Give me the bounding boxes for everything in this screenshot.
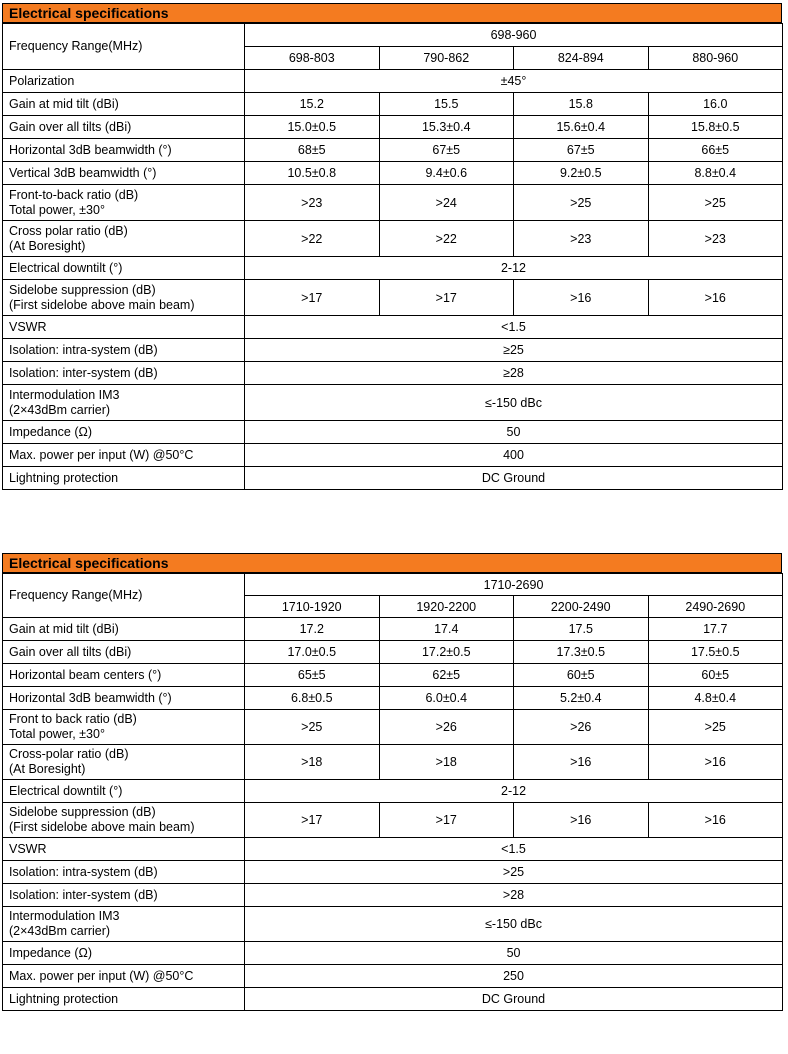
table-row [3,942,783,965]
row-label-line: Front-to-back ratio (dB) [9,187,139,202]
row-label-line: Lightning protection [9,470,119,485]
value-cell: >16 [648,803,783,838]
value-cell: >23 [245,185,380,221]
value-cell: 65±5 [245,664,380,687]
row-label-line: Sidelobe suppression (dB) [9,805,156,819]
spec-table-2 [2,553,782,1011]
row-label-line: Electrical downtilt (°) [9,260,123,275]
row-label-line: Isolation: intra-system (dB) [9,864,158,879]
row-label-line: Intermodulation IM3 [9,909,120,923]
band-cell: 824-894 [514,47,649,70]
value-cell: >17 [245,803,380,838]
row-label-line: Horizontal 3dB beamwidth (°) [9,142,172,157]
section-header: Electrical specifications [2,3,782,23]
row-label [3,803,245,838]
table-row [3,618,783,641]
table-row [3,444,783,467]
value-cell: 17.2 [245,618,380,641]
value-cell-span: >25 [245,861,783,884]
value-cell-span: ≥28 [245,362,783,385]
spec-table-1 [2,3,782,490]
value-cell: >17 [245,280,380,316]
row-label [3,185,245,221]
row-label [3,838,245,861]
table-row [3,988,783,1011]
value-cell: >25 [245,710,380,745]
band-cell: 790-862 [379,47,514,70]
value-cell-span: 2-12 [245,780,783,803]
row-label [3,444,245,467]
table-row [3,93,783,116]
value-cell-span: 2-12 [245,257,783,280]
table-row [3,257,783,280]
table-row [3,664,783,687]
table-row [3,687,783,710]
value-cell: >16 [514,280,649,316]
band-cell: 1920-2200 [379,596,514,618]
row-label [3,362,245,385]
row-label-line: Sidelobe suppression (dB) [9,282,156,297]
value-cell-span: ≤-150 dBc [245,907,783,942]
value-cell: >17 [379,803,514,838]
table-row [3,780,783,803]
row-label [3,641,245,664]
row-label [3,780,245,803]
value-cell: 17.7 [648,618,783,641]
value-cell: 17.3±0.5 [514,641,649,664]
table-row [3,385,783,421]
row-label-line: Horizontal 3dB beamwidth (°) [9,690,172,705]
row-label [3,139,245,162]
band-cell: 698-803 [245,47,380,70]
value-cell: 15.2 [245,93,380,116]
value-cell-span: 50 [245,421,783,444]
band-cell: 1710-1920 [245,596,380,618]
table-row [3,838,783,861]
row-label [3,861,245,884]
value-cell: >24 [379,185,514,221]
row-label-line: VSWR [9,319,47,334]
value-cell: >23 [648,221,783,257]
value-cell: 15.6±0.4 [514,116,649,139]
row-label-line: Impedance (Ω) [9,424,92,439]
table-row [3,339,783,362]
value-cell: 8.8±0.4 [648,162,783,185]
value-cell: >16 [648,280,783,316]
table-row [3,641,783,664]
value-cell: >25 [648,710,783,745]
row-label-line: Impedance (Ω) [9,945,92,960]
row-label-line: Cross-polar ratio (dB) [9,747,129,761]
table-row [3,185,783,221]
value-cell: >16 [514,745,649,780]
band-cell: 2200-2490 [514,596,649,618]
value-cell: 17.4 [379,618,514,641]
table-row [3,965,783,988]
row-label-line: Isolation: inter-system (dB) [9,887,158,902]
row-label-line: (At Boresight) [9,762,86,776]
table-row [3,745,783,780]
value-cell: >22 [245,221,380,257]
value-cell: 6.8±0.5 [245,687,380,710]
row-label-line: (At Boresight) [9,238,86,253]
value-cell-span: 400 [245,444,783,467]
value-cell-span: <1.5 [245,838,783,861]
row-label [3,467,245,490]
table-row [3,116,783,139]
table-row [3,139,783,162]
table-row [3,884,783,907]
row-label [3,316,245,339]
spec-table [2,23,783,490]
band-cell: 2490-2690 [648,596,783,618]
row-label [3,988,245,1011]
value-cell: 17.5±0.5 [648,641,783,664]
table-row [3,280,783,316]
row-label [3,280,245,316]
table-row [3,24,783,47]
row-label-line: Electrical downtilt (°) [9,783,123,798]
row-label-line: Intermodulation IM3 [9,387,120,402]
table-row [3,861,783,884]
row-label [3,162,245,185]
row-label [3,942,245,965]
row-label-line: (2×43dBm carrier) [9,402,111,417]
value-cell: 67±5 [379,139,514,162]
row-label [3,884,245,907]
row-label [3,965,245,988]
value-cell: 68±5 [245,139,380,162]
value-cell: 15.5 [379,93,514,116]
table-row [3,574,783,596]
row-label [3,221,245,257]
row-label-line: Front to back ratio (dB) [9,712,137,726]
value-cell-span: DC Ground [245,988,783,1011]
freq-overall: 1710-2690 [245,574,783,596]
row-label [3,116,245,139]
value-cell: 17.2±0.5 [379,641,514,664]
value-cell: 15.8 [514,93,649,116]
value-cell: 16.0 [648,93,783,116]
row-label-line: Gain at mid tilt (dBi) [9,96,119,111]
value-cell-span: >28 [245,884,783,907]
row-label-line: Gain over all tilts (dBi) [9,644,132,659]
row-label [3,664,245,687]
value-cell: >25 [648,185,783,221]
value-cell: 9.4±0.6 [379,162,514,185]
value-cell: 60±5 [648,664,783,687]
row-label-line: Total power, ±30° [9,202,105,217]
value-cell-span: ±45° [245,70,783,93]
value-cell-span: ≥25 [245,339,783,362]
row-label: Frequency Range(MHz) [3,24,245,70]
row-label-line: Total power, ±30° [9,727,105,741]
value-cell: >16 [514,803,649,838]
row-label [3,745,245,780]
row-label [3,618,245,641]
value-cell-span: <1.5 [245,316,783,339]
value-cell: 66±5 [648,139,783,162]
band-cell: 880-960 [648,47,783,70]
value-cell: 17.0±0.5 [245,641,380,664]
value-cell: 10.5±0.8 [245,162,380,185]
value-cell: 17.5 [514,618,649,641]
value-cell-span: ≤-150 dBc [245,385,783,421]
row-label [3,70,245,93]
row-label-line: (First sidelobe above main beam) [9,820,195,834]
value-cell: 60±5 [514,664,649,687]
value-cell: 5.2±0.4 [514,687,649,710]
value-cell: 9.2±0.5 [514,162,649,185]
row-label [3,687,245,710]
value-cell: 67±5 [514,139,649,162]
table-body [3,24,783,490]
row-label [3,385,245,421]
table-row [3,221,783,257]
row-label [3,421,245,444]
table-row [3,70,783,93]
row-label-line: Max. power per input (W) @50°C [9,447,194,462]
row-label-line: (First sidelobe above main beam) [9,297,195,312]
value-cell: 6.0±0.4 [379,687,514,710]
value-cell: 62±5 [379,664,514,687]
row-label [3,339,245,362]
section-header: Electrical specifications [2,553,782,573]
value-cell: >26 [514,710,649,745]
row-label-line: Isolation: inter-system (dB) [9,365,158,380]
value-cell-span: DC Ground [245,467,783,490]
table-row [3,467,783,490]
value-cell: >17 [379,280,514,316]
row-label [3,907,245,942]
table-row [3,362,783,385]
value-cell: >16 [648,745,783,780]
value-cell-span: 50 [245,942,783,965]
row-label [3,93,245,116]
table-row [3,907,783,942]
row-label [3,710,245,745]
table-body [3,574,783,1011]
table-row [3,710,783,745]
row-label-line: VSWR [9,841,47,856]
value-cell: >18 [245,745,380,780]
row-label-line: Isolation: intra-system (dB) [9,342,158,357]
value-cell: >25 [514,185,649,221]
row-label [3,257,245,280]
row-label-line: Cross polar ratio (dB) [9,223,128,238]
value-cell: >18 [379,745,514,780]
value-cell: >26 [379,710,514,745]
value-cell: 15.0±0.5 [245,116,380,139]
table-row [3,803,783,838]
freq-overall: 698-960 [245,24,783,47]
row-label-line: Gain over all tilts (dBi) [9,119,132,134]
value-cell-span: 250 [245,965,783,988]
value-cell: 15.8±0.5 [648,116,783,139]
row-label-line: Lightning protection [9,991,119,1006]
table-row [3,316,783,339]
row-label-line: Gain at mid tilt (dBi) [9,621,119,636]
row-label-line: Vertical 3dB beamwidth (°) [9,165,157,180]
spec-table [2,573,783,1011]
row-label-line: Horizontal beam centers (°) [9,667,162,682]
value-cell: >23 [514,221,649,257]
table-row [3,162,783,185]
row-label: Frequency Range(MHz) [3,574,245,618]
row-label-line: Polarization [9,73,75,88]
table-row [3,421,783,444]
value-cell: 4.8±0.4 [648,687,783,710]
row-label-line: (2×43dBm carrier) [9,924,111,938]
row-label-line: Max. power per input (W) @50°C [9,968,194,983]
value-cell: 15.3±0.4 [379,116,514,139]
value-cell: >22 [379,221,514,257]
